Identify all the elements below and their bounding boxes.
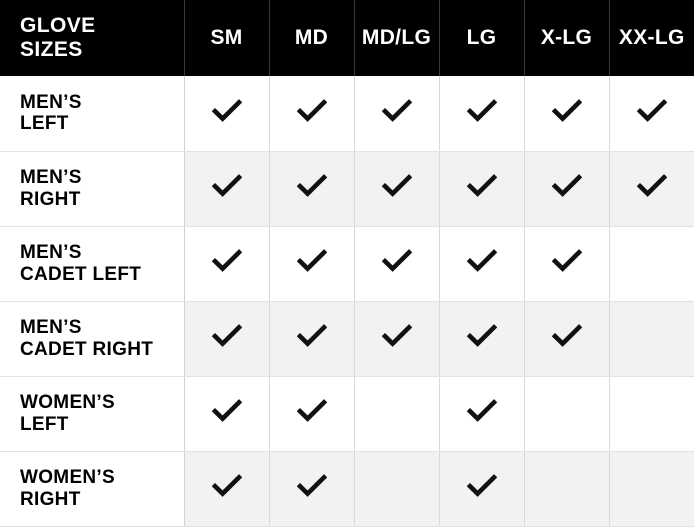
row-header-line2: CADET LEFT xyxy=(20,263,142,285)
check-icon xyxy=(637,99,667,123)
cell-available xyxy=(184,226,269,301)
table-row xyxy=(0,301,694,376)
cell-available xyxy=(354,301,439,376)
check-icon xyxy=(212,324,242,348)
row-header-line1: MEN’S xyxy=(20,91,82,113)
cell-unavailable xyxy=(524,451,609,526)
table-row xyxy=(0,451,694,526)
empty-cell xyxy=(552,474,582,498)
row-header-line1: WOMEN’S xyxy=(20,466,115,488)
empty-cell xyxy=(552,399,582,423)
check-icon xyxy=(552,99,582,123)
table-title-line1: GLOVE xyxy=(20,14,96,38)
cell-available xyxy=(439,76,524,151)
cell-available xyxy=(354,151,439,226)
cell-available xyxy=(269,376,354,451)
cell-unavailable xyxy=(354,451,439,526)
check-icon xyxy=(467,99,497,123)
cell-available xyxy=(439,151,524,226)
row-header-line2: RIGHT xyxy=(20,188,81,210)
row-header-line2: RIGHT xyxy=(20,488,81,510)
check-icon xyxy=(467,249,497,273)
check-icon xyxy=(382,174,412,198)
column-header-xx-lg: XX-LG xyxy=(609,0,694,76)
empty-cell xyxy=(637,399,667,423)
check-icon xyxy=(382,99,412,123)
cell-unavailable xyxy=(609,301,694,376)
row-header xyxy=(0,451,184,526)
cell-available xyxy=(184,376,269,451)
table-title xyxy=(0,0,184,76)
empty-cell xyxy=(637,249,667,273)
check-icon xyxy=(212,399,242,423)
row-header-line2: LEFT xyxy=(20,113,69,135)
column-header-md-lg: MD/LG xyxy=(354,0,439,76)
check-icon xyxy=(552,249,582,273)
cell-available xyxy=(269,226,354,301)
cell-available xyxy=(269,76,354,151)
cell-unavailable xyxy=(609,226,694,301)
table-body xyxy=(0,76,694,526)
cell-available xyxy=(524,301,609,376)
column-header-sm: SM xyxy=(184,0,269,76)
cell-available xyxy=(439,226,524,301)
cell-available xyxy=(354,76,439,151)
row-header xyxy=(0,226,184,301)
row-header xyxy=(0,376,184,451)
row-header-line2: LEFT xyxy=(20,413,69,435)
cell-unavailable xyxy=(609,376,694,451)
cell-available xyxy=(524,76,609,151)
check-icon xyxy=(297,99,327,123)
check-icon xyxy=(382,249,412,273)
check-icon xyxy=(637,174,667,198)
check-icon xyxy=(297,249,327,273)
table-row xyxy=(0,76,694,151)
table-title-line2: SIZES xyxy=(20,38,83,61)
cell-unavailable xyxy=(609,451,694,526)
empty-cell xyxy=(382,399,412,423)
check-icon xyxy=(467,474,497,498)
cell-available xyxy=(269,451,354,526)
cell-available xyxy=(439,376,524,451)
check-icon xyxy=(212,174,242,198)
cell-available xyxy=(609,76,694,151)
empty-cell xyxy=(382,474,412,498)
row-header-line1: MEN’S xyxy=(20,316,82,338)
cell-available xyxy=(184,151,269,226)
cell-available xyxy=(524,151,609,226)
check-icon xyxy=(552,174,582,198)
check-icon xyxy=(297,399,327,423)
empty-cell xyxy=(637,324,667,348)
cell-available xyxy=(184,301,269,376)
table-header xyxy=(0,0,694,76)
cell-available xyxy=(269,301,354,376)
cell-available xyxy=(439,301,524,376)
cell-available xyxy=(609,151,694,226)
cell-available xyxy=(354,226,439,301)
column-header-lg: LG xyxy=(439,0,524,76)
row-header-line2: CADET RIGHT xyxy=(20,338,154,360)
check-icon xyxy=(297,324,327,348)
row-header-line1: MEN’S xyxy=(20,241,82,263)
row-header xyxy=(0,151,184,226)
column-header-x-lg: X-LG xyxy=(524,0,609,76)
row-header xyxy=(0,301,184,376)
row-header xyxy=(0,76,184,151)
check-icon xyxy=(467,174,497,198)
check-icon xyxy=(552,324,582,348)
empty-cell xyxy=(637,474,667,498)
row-header-line1: MEN’S xyxy=(20,166,82,188)
column-header-md: MD xyxy=(269,0,354,76)
check-icon xyxy=(212,474,242,498)
cell-available xyxy=(439,451,524,526)
check-icon xyxy=(212,249,242,273)
check-icon xyxy=(297,174,327,198)
table-row xyxy=(0,376,694,451)
cell-available xyxy=(184,451,269,526)
table-row xyxy=(0,226,694,301)
check-icon xyxy=(297,474,327,498)
check-icon xyxy=(382,324,412,348)
cell-available xyxy=(524,226,609,301)
cell-available xyxy=(269,151,354,226)
check-icon xyxy=(467,399,497,423)
check-icon xyxy=(467,324,497,348)
cell-unavailable xyxy=(524,376,609,451)
cell-available xyxy=(184,76,269,151)
row-header-line1: WOMEN’S xyxy=(20,391,115,413)
cell-unavailable xyxy=(354,376,439,451)
check-icon xyxy=(212,99,242,123)
header-row xyxy=(0,0,694,76)
table-row xyxy=(0,151,694,226)
